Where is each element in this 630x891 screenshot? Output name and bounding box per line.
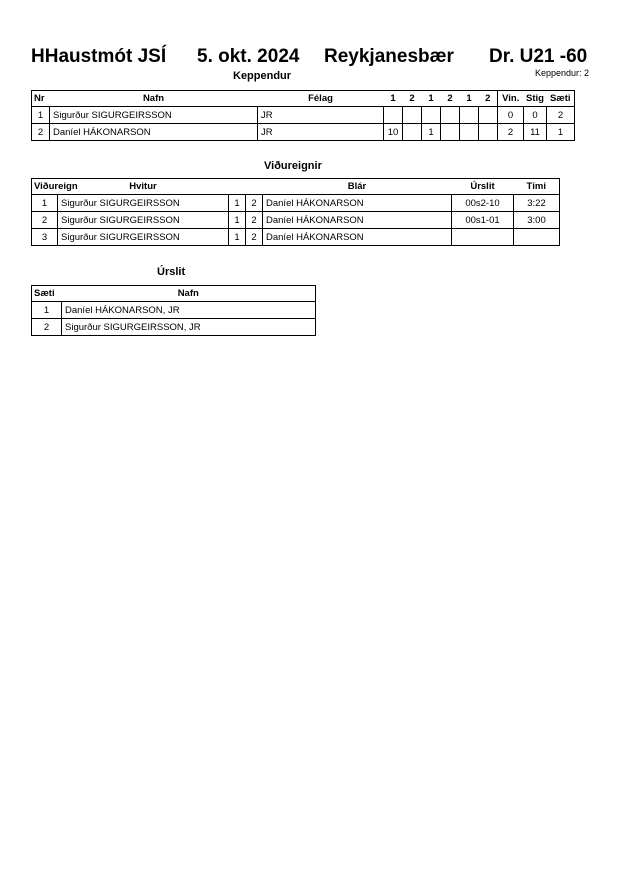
table-row bbox=[32, 302, 316, 319]
score-cell bbox=[441, 124, 460, 141]
blue-number: 2 bbox=[246, 195, 263, 212]
score-cell bbox=[403, 107, 422, 124]
col-header: Nafn bbox=[177, 288, 199, 299]
col-header: 2 bbox=[409, 93, 415, 104]
competitor-name: Daníel HÁKONARSON bbox=[50, 124, 258, 141]
score-cell: 1 bbox=[422, 124, 441, 141]
match-number: 1 bbox=[32, 195, 58, 212]
col-header: 2 bbox=[447, 93, 453, 104]
blue-competitor: Daníel HÁKONARSON bbox=[263, 195, 452, 212]
division-label: Dr. U21 -60 bbox=[489, 46, 588, 67]
col-header: 1 bbox=[466, 93, 472, 104]
match-time: 3:22 bbox=[514, 195, 560, 212]
match-number: 2 bbox=[32, 212, 58, 229]
col-header: Stig bbox=[526, 93, 544, 104]
col-header: Nafn bbox=[142, 93, 165, 104]
points-cell: 0 bbox=[524, 107, 547, 124]
place-cell: 1 bbox=[32, 302, 62, 319]
place-cell: 2 bbox=[32, 319, 62, 336]
table-row bbox=[32, 212, 560, 229]
white-number: 1 bbox=[229, 229, 246, 246]
col-header: Blár bbox=[347, 181, 367, 192]
competitor-club: JR bbox=[258, 124, 384, 141]
match-result: 00s2-10 bbox=[452, 195, 514, 212]
score-cell: 10 bbox=[384, 124, 403, 141]
score-cell bbox=[479, 124, 498, 141]
matches-table bbox=[31, 178, 560, 246]
competitors-header-row bbox=[32, 91, 575, 107]
competitor-club: JR bbox=[258, 107, 384, 124]
competitors-table bbox=[31, 90, 575, 141]
table-row bbox=[32, 195, 560, 212]
table-row bbox=[32, 319, 316, 336]
score-cell bbox=[441, 107, 460, 124]
place-cell: 2 bbox=[547, 107, 575, 124]
points-cell: 11 bbox=[524, 124, 547, 141]
col-header: Úrslit bbox=[470, 181, 495, 192]
white-competitor: Sigurður SIGURGEIRSSON bbox=[58, 212, 229, 229]
score-cell bbox=[422, 107, 441, 124]
matches-title: Viðureignir bbox=[264, 160, 322, 172]
col-header: Vin. bbox=[498, 91, 524, 107]
col-header: Tími bbox=[526, 181, 547, 192]
competitor-number: 2 bbox=[32, 124, 50, 141]
competitors-title: Keppendur bbox=[233, 70, 292, 82]
event-name: HHaustmót JSÍ bbox=[31, 46, 167, 67]
col-header: Sæti bbox=[549, 93, 571, 104]
matches-header-row bbox=[32, 179, 560, 195]
col-header: Sæti bbox=[34, 288, 55, 299]
wins-cell: 2 bbox=[498, 124, 524, 141]
blue-competitor: Daníel HÁKONARSON bbox=[263, 229, 452, 246]
match-time bbox=[514, 229, 560, 246]
table-row bbox=[32, 229, 560, 246]
blue-competitor: Daníel HÁKONARSON bbox=[263, 212, 452, 229]
result-name: Sigurður SIGURGEIRSSON, JR bbox=[62, 319, 316, 336]
col-header: Viðureign bbox=[34, 181, 78, 192]
competitor-count: Keppendur: 2 bbox=[535, 68, 590, 78]
score-cell bbox=[460, 124, 479, 141]
event-date: 5. okt. 2024 bbox=[197, 46, 300, 67]
place-cell: 1 bbox=[547, 124, 575, 141]
wins-cell: 0 bbox=[498, 107, 524, 124]
blue-number: 2 bbox=[246, 229, 263, 246]
results-title: Úrslit bbox=[157, 266, 186, 278]
match-result bbox=[452, 229, 514, 246]
table-row bbox=[32, 124, 575, 141]
col-header: Hvitur bbox=[129, 181, 157, 192]
col-header: 1 bbox=[390, 93, 396, 104]
white-competitor: Sigurður SIGURGEIRSSON bbox=[58, 229, 229, 246]
white-competitor: Sigurður SIGURGEIRSSON bbox=[58, 195, 229, 212]
result-name: Daníel HÁKONARSON, JR bbox=[62, 302, 316, 319]
match-result: 00s1-01 bbox=[452, 212, 514, 229]
results-table bbox=[31, 285, 316, 336]
score-cell bbox=[403, 124, 422, 141]
table-row bbox=[32, 107, 575, 124]
score-cell bbox=[479, 107, 498, 124]
results-header-row bbox=[32, 286, 316, 302]
col-header bbox=[246, 179, 263, 195]
col-header: Nr bbox=[34, 93, 45, 104]
blue-number: 2 bbox=[246, 212, 263, 229]
col-header: Félag bbox=[308, 93, 333, 104]
competitor-number: 1 bbox=[32, 107, 50, 124]
score-cell bbox=[384, 107, 403, 124]
col-header bbox=[229, 179, 246, 195]
col-header: 1 bbox=[428, 93, 434, 104]
score-cell bbox=[460, 107, 479, 124]
event-place: Reykjanesbær bbox=[324, 46, 454, 67]
white-number: 1 bbox=[229, 195, 246, 212]
competitor-name: Sigurður SIGURGEIRSSON bbox=[50, 107, 258, 124]
match-number: 3 bbox=[32, 229, 58, 246]
match-time: 3:00 bbox=[514, 212, 560, 229]
col-header: 2 bbox=[485, 93, 491, 104]
white-number: 1 bbox=[229, 212, 246, 229]
